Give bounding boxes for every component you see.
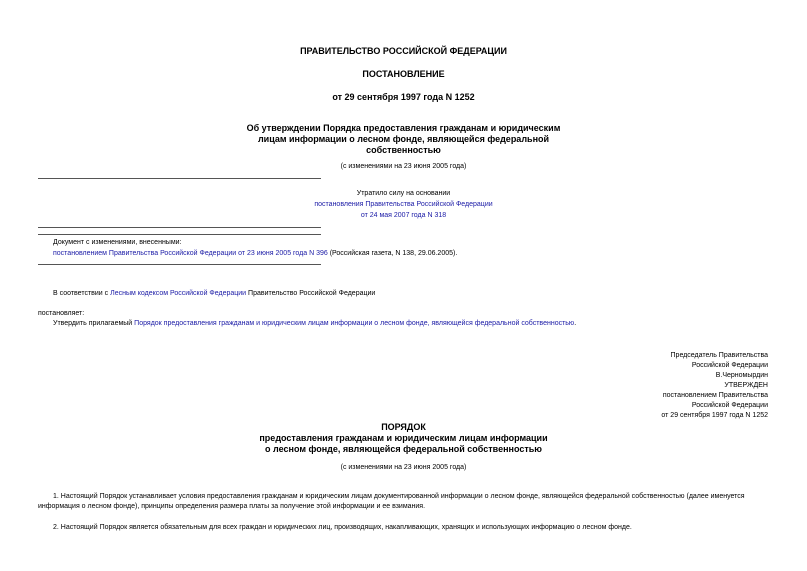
document-title-line-1: Об утверждении Порядка предоставления гражданам и юридическим	[246, 123, 561, 133]
amendment-note: (с изменениями на 23 июня 2005 года)	[340, 163, 467, 170]
government-heading: ПРАВИТЕЛЬСТВО РОССИЙСКОЙ ФЕДЕРАЦИИ	[300, 46, 507, 56]
amending-doc-link[interactable]: постановлением Правительства Российской Федерации от 23 июня 2005 года N 396	[53, 250, 328, 257]
preamble-prefix: В соответствии с	[53, 290, 111, 297]
procedure-link[interactable]: Порядок предоставления гражданам и юридическим лицам информации о лесном фонде, являющейся федеральной собственностью	[134, 320, 575, 327]
approved-label: УТВЕРЖДЕН	[724, 382, 768, 389]
divider-line	[38, 227, 321, 228]
signature-line-2: Российской Федерации	[691, 362, 768, 369]
repeal-link-line-1[interactable]: постановления Правительства Российской Федерации	[314, 201, 493, 208]
signature-line-1: Председатель Правительства	[670, 352, 768, 359]
document-title-line-2: лицам информации о лесном фонде, являющейся федеральной	[257, 134, 550, 144]
amending-doc-source: (Российская газета, N 138, 29.06.2005).	[327, 250, 458, 257]
divider-line	[38, 178, 321, 179]
preamble	[53, 289, 375, 298]
doc-type-heading: ПОСТАНОВЛЕНИЕ	[362, 69, 445, 79]
amending-docs-line	[53, 249, 457, 258]
paragraph-2: 2. Настоящий Порядок является обязательным для всех граждан и юридических лиц, производящих, накапливающих, хранящих и использующих информацию о лесном фонде.	[53, 524, 632, 531]
divider-line	[38, 234, 321, 235]
preamble-suffix: Правительство Российской Федерации	[246, 290, 376, 297]
forest-code-link[interactable]: Лесным кодексом Российской Федерации	[110, 290, 247, 297]
approved-by-line-2: Российской Федерации	[691, 402, 768, 409]
approve-prefix: Утвердить прилагаемый	[53, 320, 135, 327]
approve-paragraph	[53, 319, 576, 328]
divider-line	[38, 264, 321, 265]
procedure-subtitle-line-2: о лесном фонде, являющейся федеральной собственностью	[265, 444, 542, 454]
approve-suffix: .	[574, 320, 577, 327]
signature-line-3: В.Черномырдин	[715, 372, 768, 379]
amending-docs-intro: Документ с изменениями, внесенными:	[53, 239, 182, 246]
paragraph-1-line-1: 1. Настоящий Порядок устанавливает условия предоставления гражданам и юридическим лицам документированной информации о лесном фонде, являющейся федеральной собственностью (далее именуется	[53, 493, 745, 500]
paragraph-1-line-2: информация о лесном фонде), принципы определения размера платы за получение этой информации и ее взимания.	[38, 503, 426, 510]
procedure-subtitle-line-1: предоставления гражданам и юридическим лицам информации	[259, 433, 548, 443]
repeal-link-line-2[interactable]: от 24 мая 2007 года N 318	[360, 212, 447, 219]
approved-by-line-1: постановлением Правительства	[662, 392, 768, 399]
procedure-amendment-note: (с изменениями на 23 июня 2005 года)	[340, 464, 467, 471]
date-number: от 29 сентября 1997 года N 1252	[332, 92, 475, 102]
document-title-line-3: собственностью	[366, 145, 441, 155]
approved-by-line-3: от 29 сентября 1997 года N 1252	[661, 412, 768, 419]
repeal-note: Утратило силу на основании	[356, 190, 451, 197]
resolves-text: постановляет:	[38, 310, 85, 317]
procedure-title: ПОРЯДОК	[381, 422, 426, 432]
